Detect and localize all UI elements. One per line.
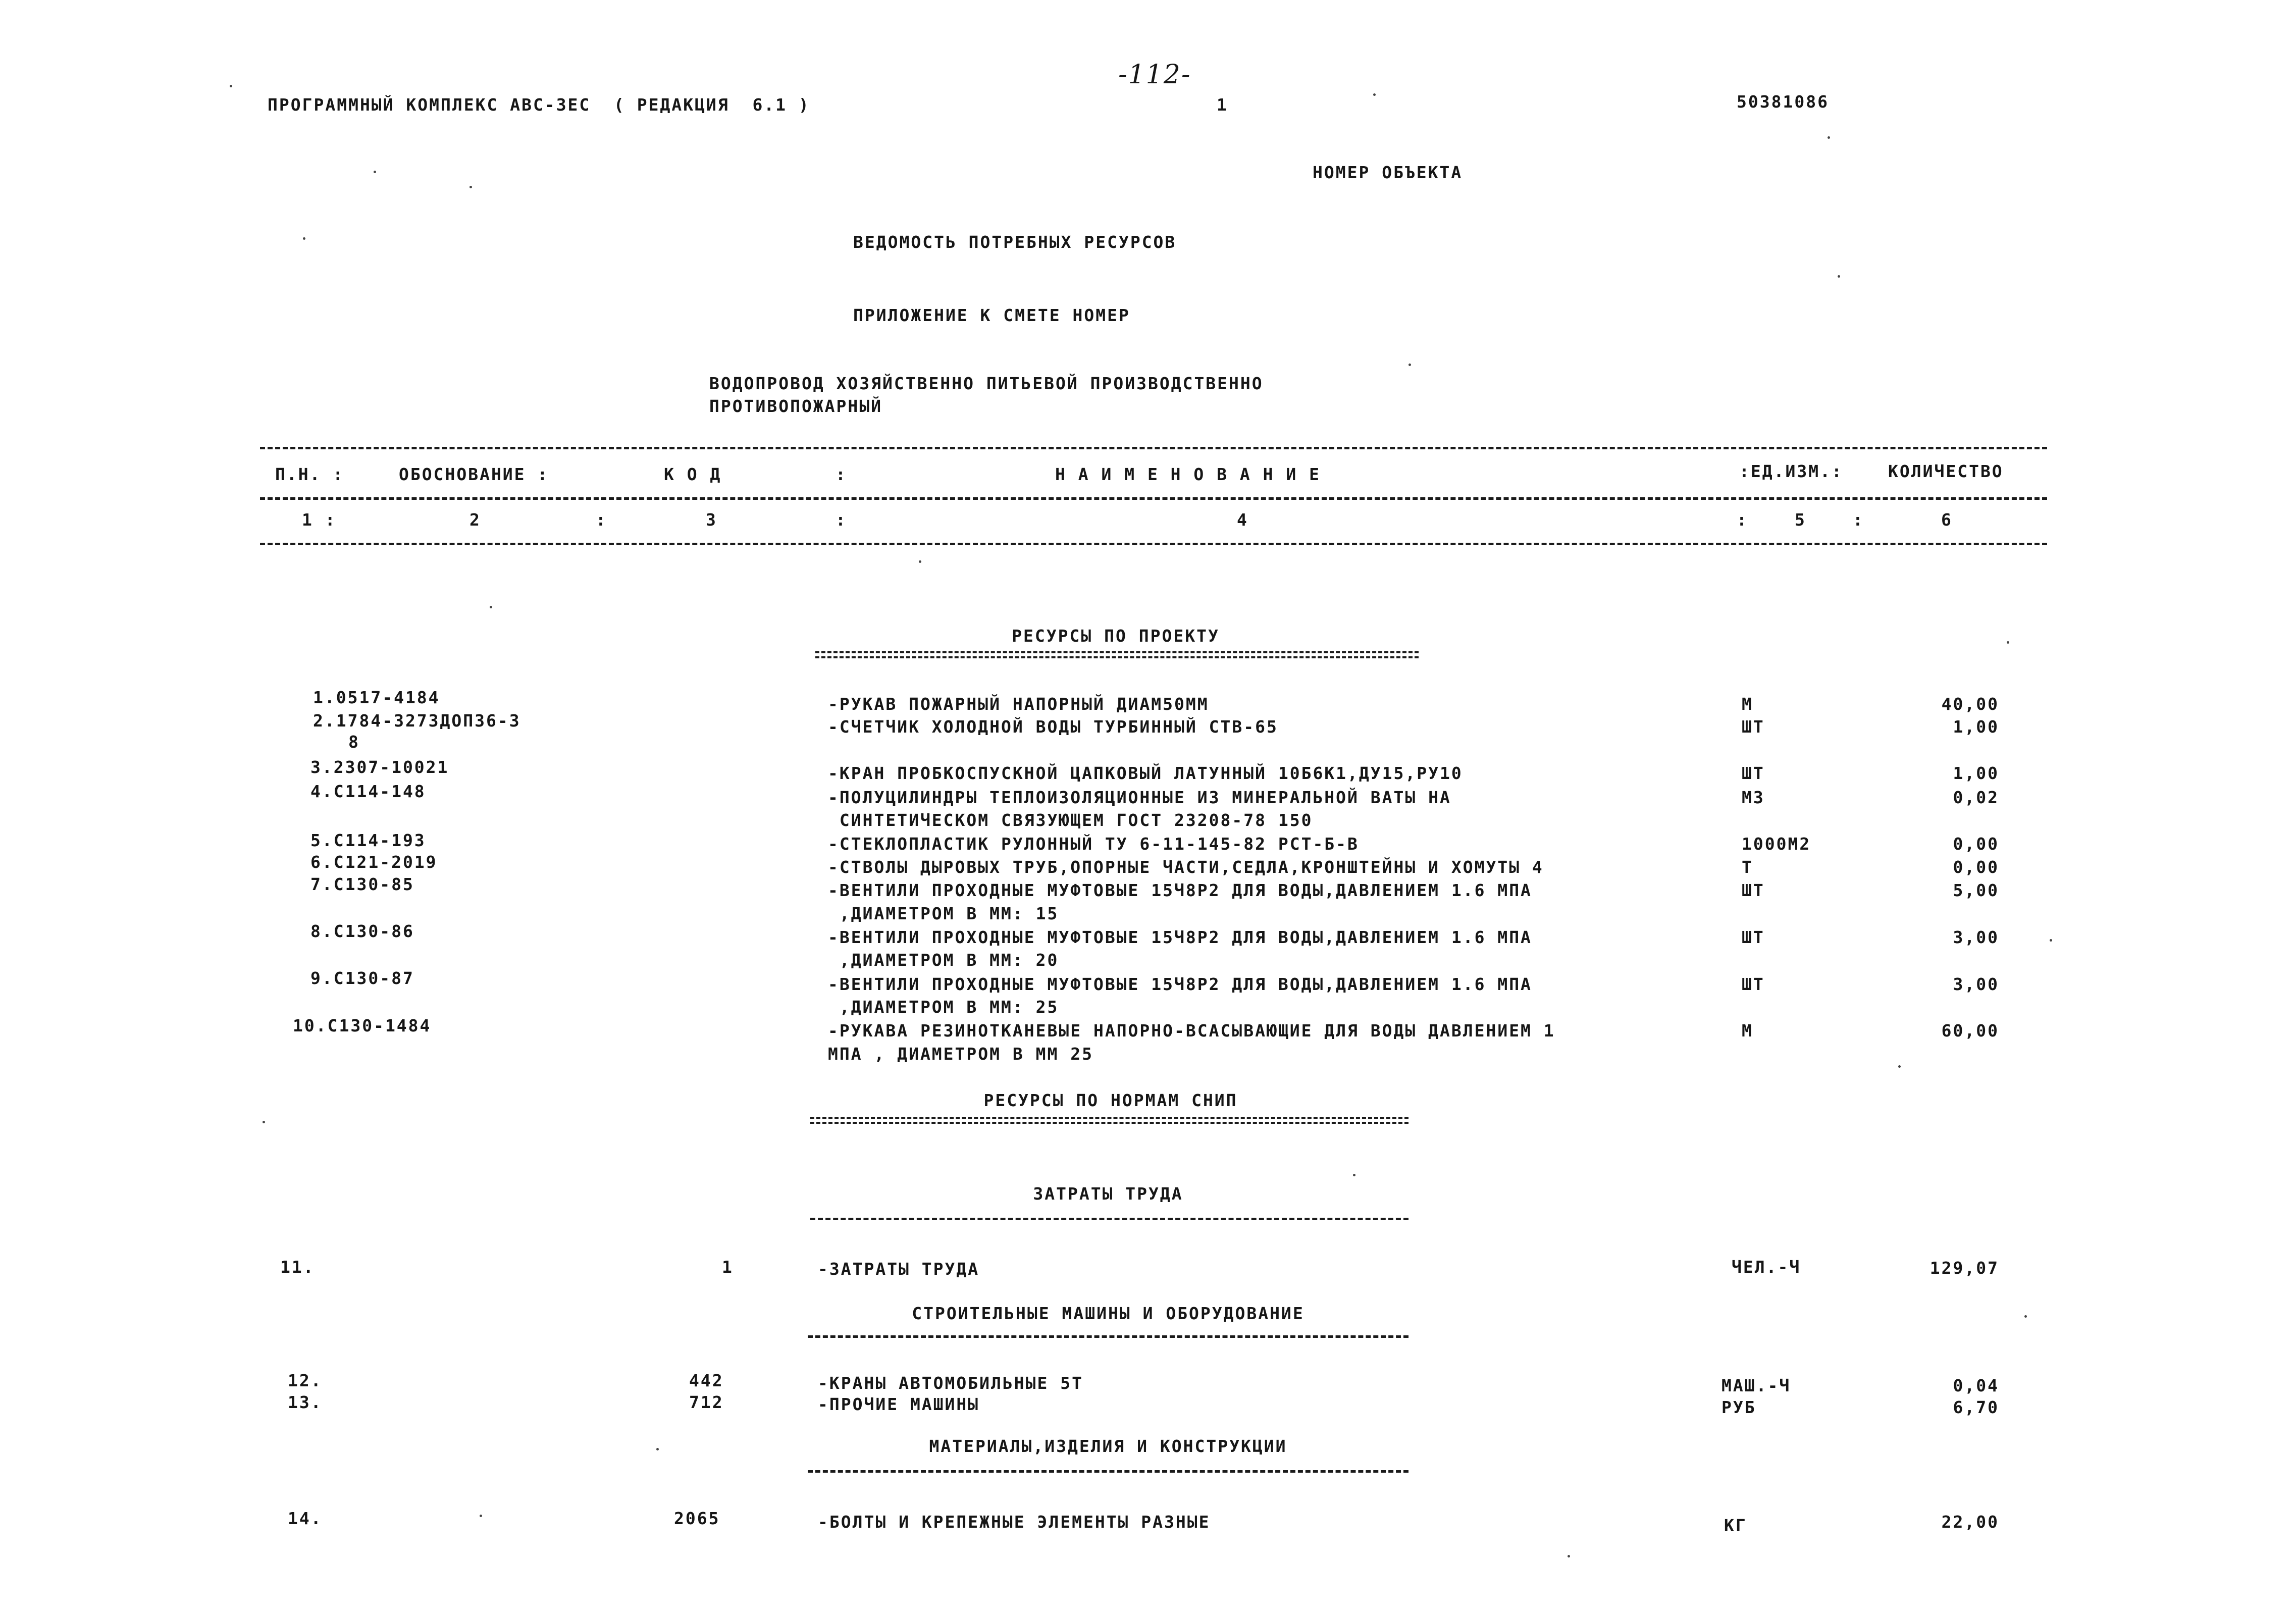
row-6-qty: 0,00: [1953, 857, 1999, 877]
row-2-num: 2.1784-3273ДОП36-3: [313, 711, 521, 731]
scan-speck: [656, 1448, 659, 1450]
row-8-num: 8.С130-86: [310, 921, 414, 941]
page-mark: -112-: [1118, 60, 1191, 90]
header-rule-mid: [260, 497, 2047, 500]
header-rule-bottom: [260, 543, 2047, 545]
row-14-unit: КГ: [1724, 1516, 1747, 1535]
row-3-unit: ШТ: [1742, 763, 1765, 783]
scan-speck: [263, 1121, 265, 1123]
col-header-qty: КОЛИЧЕСТВО: [1888, 461, 2004, 481]
row-4-qty: 0,02: [1953, 788, 1999, 807]
row-3-num: 3.2307-10021: [310, 757, 449, 777]
row-9-qty: 3,00: [1953, 974, 1999, 994]
scan-speck: [1373, 93, 1376, 96]
section-materials-title: МАТЕРИАЛЫ,ИЗДЕЛИЯ И КОНСТРУКЦИИ: [929, 1436, 1287, 1456]
object-name-line1: ВОДОПРОВОД ХОЗЯЙСТВЕННО ПИТЬЕВОЙ ПРОИЗВОДСТВЕННО: [709, 374, 1264, 393]
header-rule-top: [260, 447, 2047, 449]
scan-speck: [1408, 363, 1411, 366]
scan-speck: [2050, 939, 2052, 942]
row-6-unit: Т: [1742, 857, 1753, 877]
col-number-sep-d: :: [1853, 510, 1864, 530]
document-code: 50381086: [1737, 92, 1829, 112]
row-5-num: 5.С114-193: [310, 830, 426, 850]
scan-speck: [480, 1515, 482, 1517]
row-3-qty: 1,00: [1953, 763, 1999, 783]
row-13-code: 712: [689, 1392, 724, 1412]
document-subtitle: ПРИЛОЖЕНИЕ К СМЕТЕ НОМЕР: [853, 305, 1130, 325]
col-number-2: 2: [469, 510, 481, 530]
scan-speck: [2024, 1315, 2027, 1318]
row-1-num: 1.0517-4184: [313, 688, 440, 707]
scan-speck: [1838, 275, 1840, 278]
row-9-name-cont: ,ДИАМЕТРОМ В ММ: 25: [828, 997, 1059, 1017]
section-labor-rule: [810, 1218, 1408, 1220]
row-13-num: 13.: [288, 1392, 323, 1412]
row-7-name-cont: ,ДИАМЕТРОМ В ММ: 15: [828, 904, 1059, 923]
col-header-name: Н А И М Е Н О В А Н И Е: [1055, 464, 1321, 484]
row-11-name: -ЗАТРАТЫ ТРУДА: [818, 1259, 980, 1279]
row-14-qty: 22,00: [1941, 1512, 1999, 1532]
col-number-4: 4: [1237, 510, 1248, 530]
row-10-qty: 60,00: [1941, 1021, 1999, 1041]
row-8-unit: ШТ: [1742, 927, 1765, 947]
row-14-name: -БОЛТЫ И КРЕПЕЖНЫЕ ЭЛЕМЕНТЫ РАЗНЫЕ: [818, 1512, 1211, 1532]
row-6-name: -СТВОЛЫ ДЫРОВЫХ ТРУБ,ОПОРНЫЕ ЧАСТИ,СЕДЛА,КРОНШТЕЙНЫ И ХОМУТЫ 4: [828, 857, 1544, 877]
row-2-name: -СЧЕТЧИК ХОЛОДНОЙ ВОДЫ ТУРБИННЫЙ СТВ-65: [828, 717, 1278, 737]
row-14-code: 2065: [674, 1509, 720, 1528]
row-12-name: -КРАНЫ АВТОМОБИЛЬНЫЕ 5Т: [818, 1373, 1083, 1393]
row-2-unit: ШТ: [1742, 717, 1765, 737]
row-12-num: 12.: [288, 1371, 323, 1390]
row-10-num: 10.С130-1484: [293, 1016, 432, 1035]
document-title: ВЕДОМОСТЬ ПОТРЕБНЫХ РЕСУРСОВ: [853, 232, 1177, 252]
section-norms-rule: [810, 1117, 1408, 1119]
row-9-name: -ВЕНТИЛИ ПРОХОДНЫЕ МУФТОВЫЕ 15Ч8Р2 ДЛЯ ВОДЫ,ДАВЛЕНИЕМ 1.6 МПА: [828, 974, 1532, 994]
row-7-qty: 5,00: [1953, 880, 1999, 900]
row-11-qty: 129,07: [1929, 1258, 1999, 1278]
row-5-qty: 0,00: [1953, 834, 1999, 854]
row-5-name: -СТЕКЛОПЛАСТИК РУЛОННЫЙ ТУ 6-11-145-82 РСТ-Б-В: [828, 834, 1359, 854]
col-number-1: 1 :: [302, 510, 337, 530]
row-2-qty: 1,00: [1953, 717, 1999, 737]
scan-speck: [1898, 1065, 1901, 1068]
col-number-sep-b: :: [836, 510, 847, 530]
row-11-code: 1: [722, 1257, 734, 1277]
scan-speck: [303, 237, 305, 240]
row-7-unit: ШТ: [1742, 880, 1765, 900]
row-9-num: 9.С130-87: [310, 968, 414, 988]
scan-speck: [1353, 1174, 1355, 1176]
row-11-unit: ЧЕЛ.-Ч: [1732, 1257, 1801, 1277]
scan-speck: [2007, 641, 2009, 644]
row-1-name: -РУКАВ ПОЖАРНЫЙ НАПОРНЫЙ ДИАМ50ММ: [828, 694, 1209, 714]
row-4-num: 4.С114-148: [310, 782, 426, 801]
section-project-rule: [815, 651, 1419, 653]
row-1-qty: 40,00: [1941, 694, 1999, 714]
section-labor-title: ЗАТРАТЫ ТРУДА: [1033, 1184, 1183, 1204]
section-materials-rule: [808, 1470, 1408, 1473]
section-machines-title: СТРОИТЕЛЬНЫЕ МАШИНЫ И ОБОРУДОВАНИЕ: [912, 1304, 1304, 1323]
col-header-code: К О Д: [664, 464, 722, 484]
scan-speck: [490, 606, 492, 608]
section-project-title: РЕСУРСЫ ПО ПРОЕКТУ: [1012, 626, 1220, 646]
scan-speck: [469, 186, 472, 188]
col-number-5: 5: [1795, 510, 1806, 530]
row-13-qty: 6,70: [1953, 1397, 1999, 1417]
row-7-name: -ВЕНТИЛИ ПРОХОДНЫЕ МУФТОВЫЕ 15Ч8Р2 ДЛЯ ВОДЫ,ДАВЛЕНИЕМ 1.6 МПА: [828, 880, 1532, 900]
row-4-name: -ПОЛУЦИЛИНДРЫ ТЕПЛОИЗОЛЯЦИОННЫЕ ИЗ МИНЕРАЛЬНОЙ ВАТЫ НА: [828, 788, 1451, 807]
row-6-num: 6.С121-2019: [310, 852, 438, 872]
row-8-name-cont: ,ДИАМЕТРОМ В ММ: 20: [828, 950, 1059, 970]
row-13-name: -ПРОЧИЕ МАШИНЫ: [818, 1394, 980, 1414]
row-8-qty: 3,00: [1953, 927, 1999, 947]
object-number-label: НОМЕР ОБЪЕКТА: [1313, 163, 1463, 182]
row-10-unit: М: [1742, 1021, 1753, 1041]
col-number-6: 6: [1941, 510, 1953, 530]
row-3-name: -КРАН ПРОБКОСПУСКНОЙ ЦАПКОВЫЙ ЛАТУННЫЙ 10Б6К1,ДУ15,РУ10: [828, 763, 1463, 783]
row-14-num: 14.: [288, 1509, 323, 1528]
row-9-unit: ШТ: [1742, 974, 1765, 994]
row-1-unit: М: [1742, 694, 1753, 714]
row-10-name-cont: МПА , ДИАМЕТРОМ В ММ 25: [828, 1044, 1093, 1064]
row-7-num: 7.С130-85: [310, 874, 414, 894]
col-number-sep-a: :: [596, 510, 607, 530]
col-header-num: П.Н. :: [275, 464, 345, 484]
sheet-number: 1: [1217, 95, 1228, 115]
scan-speck: [1568, 1555, 1570, 1557]
scan-speck: [919, 560, 921, 563]
scan-speck: [374, 171, 376, 173]
col-header-sep: :: [836, 464, 847, 484]
col-header-basis: ОБОСНОВАНИЕ :: [399, 464, 549, 484]
scan-speck: [230, 85, 232, 87]
col-number-sep-c: :: [1737, 510, 1748, 530]
row-5-unit: 1000М2: [1742, 834, 1811, 854]
program-header: ПРОГРАММНЫЙ КОМПЛЕКС АВС-ЗЕС ( РЕДАКЦИЯ 6.1 ): [268, 95, 810, 115]
row-12-unit: МАШ.-Ч: [1721, 1376, 1791, 1395]
row-2-num-cont: 8: [348, 732, 360, 752]
scan-speck: [1828, 136, 1830, 139]
row-10-name: -РУКАВА РЕЗИНОТКАНЕВЫЕ НАПОРНО-ВСАСЫВАЮЩИЕ ДЛЯ ВОДЫ ДАВЛЕНИЕМ 1: [828, 1021, 1555, 1041]
row-4-unit: М3: [1742, 788, 1765, 807]
row-13-unit: РУБ: [1721, 1397, 1756, 1417]
row-12-code: 442: [689, 1371, 724, 1390]
row-8-name: -ВЕНТИЛИ ПРОХОДНЫЕ МУФТОВЫЕ 15Ч8Р2 ДЛЯ ВОДЫ,ДАВЛЕНИЕМ 1.6 МПА: [828, 927, 1532, 947]
row-12-qty: 0,04: [1953, 1376, 1999, 1395]
section-machines-rule: [808, 1335, 1408, 1338]
col-header-unit: :ЕД.ИЗМ.:: [1739, 461, 1843, 481]
col-number-3: 3: [706, 510, 717, 530]
object-name-line2: ПРОТИВОПОЖАРНЫЙ: [709, 396, 883, 416]
row-11-num: 11.: [280, 1257, 315, 1277]
row-4-name-cont: СИНТЕТИЧЕСКОМ СВЯЗУЮЩЕМ ГОСТ 23208-78 150: [828, 810, 1313, 830]
section-norms-title: РЕСУРСЫ ПО НОРМАМ СНИП: [983, 1090, 1238, 1110]
